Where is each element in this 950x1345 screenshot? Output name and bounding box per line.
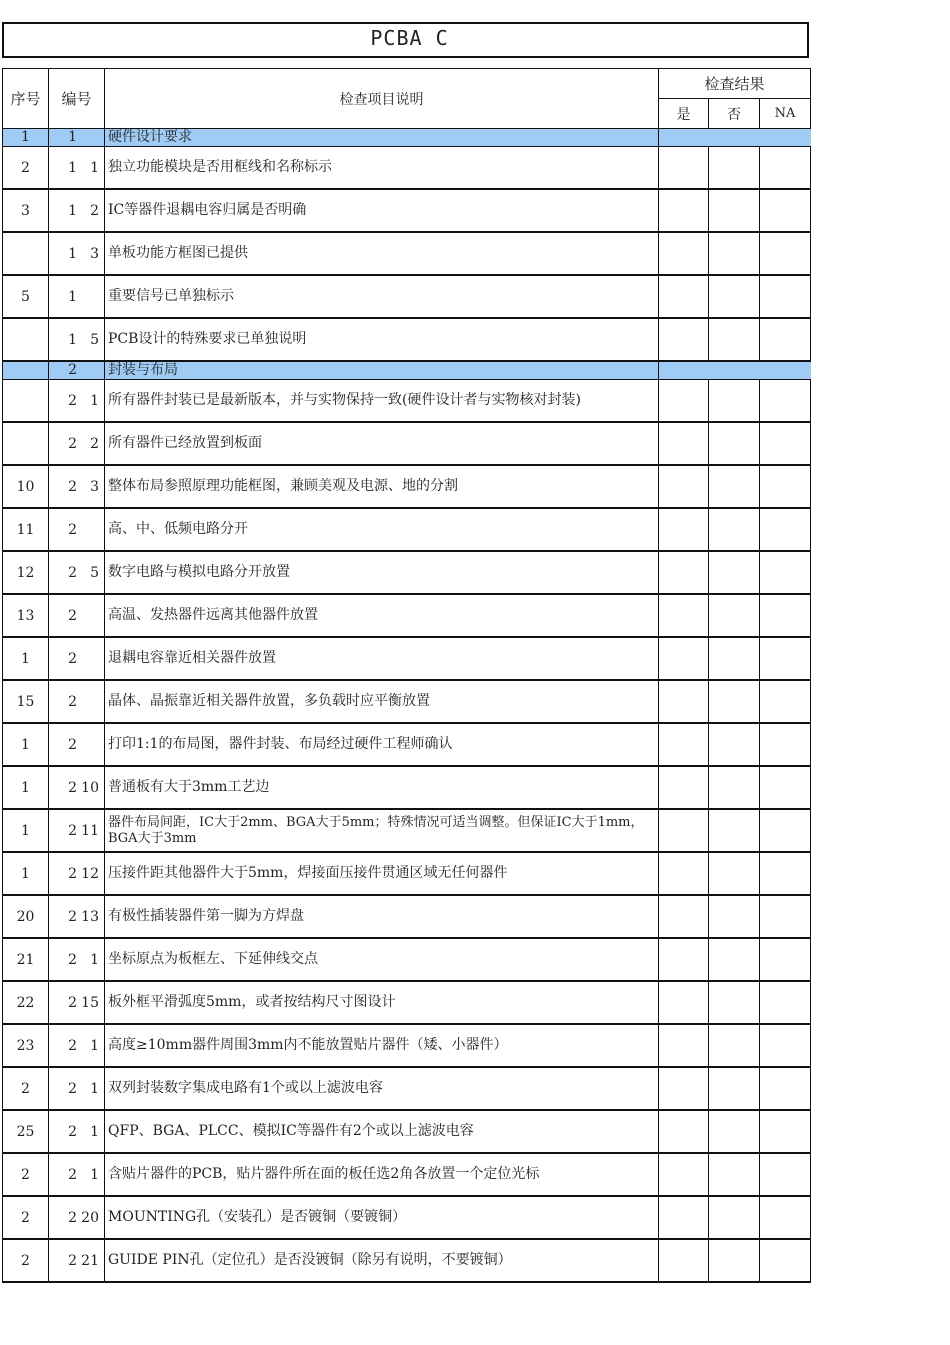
row-seq [3,318,49,361]
row-code-minor: 11 [81,822,99,839]
row-seq: 2 [3,1196,49,1239]
row-description: QFP、BGA、PLCC、模拟IC等器件有2个或以上滤波电容 [105,1110,659,1153]
row-seq: 1 [3,129,49,147]
row-code [49,723,105,766]
table-row [3,551,811,594]
table-row [3,422,811,465]
check-cell-no [709,1239,760,1282]
row-code-minor: 12 [81,865,99,882]
check-cell-yes [659,938,709,981]
row-description: PCB设计的特殊要求已单独说明 [105,318,659,361]
check-cell-no [709,1067,760,1110]
row-seq: 2 [3,147,49,190]
row-code [49,1239,105,1282]
row-code [49,422,105,465]
check-cell-no [709,938,760,981]
check-cell-yes [659,723,709,766]
check-cell-na [760,594,811,637]
section-title: 封装与布局 [105,361,659,380]
row-description: 高度≥10mm器件周围3mm内不能放置贴片器件（矮、小器件） [105,1024,659,1067]
row-seq: 10 [3,465,49,508]
row-description: 双列封装数字集成电路有1个或以上滤波电容 [105,1067,659,1110]
table-row [3,465,811,508]
row-code-major: 2 [68,435,77,452]
check-cell-yes [659,766,709,809]
check-cell-na [760,895,811,938]
row-code [49,852,105,895]
check-cell-na [760,465,811,508]
check-cell-no [709,723,760,766]
check-cell-no [709,1110,760,1153]
document-title [2,22,809,58]
document-title-text: PCBA C [370,26,449,50]
table-row [3,318,811,361]
check-cell-no [709,766,760,809]
check-cell-yes [659,465,709,508]
check-cell-yes [659,852,709,895]
row-description: 含贴片器件的PCB，贴片器件所在面的板任选2角各放置一个定位光标 [105,1153,659,1196]
row-code [49,981,105,1024]
section-fill [659,129,811,147]
table-row [3,189,811,232]
row-code [49,318,105,361]
row-code [49,551,105,594]
table-row [3,938,811,981]
table-row [3,1110,811,1153]
table-row [3,380,811,423]
row-code-minor: 10 [81,779,99,796]
row-code-major: 1 [68,159,77,176]
checklist-body [3,129,811,1283]
check-cell-no [709,680,760,723]
check-cell-na [760,232,811,275]
row-description: 数字电路与模拟电路分开放置 [105,551,659,594]
row-seq [3,422,49,465]
row-code-minor: 1 [90,1037,99,1054]
table-row [3,637,811,680]
check-cell-yes [659,680,709,723]
check-cell-no [709,318,760,361]
row-description: 打印1:1的布局图，器件封装、布局经过硬件工程师确认 [105,723,659,766]
row-code [49,594,105,637]
row-seq: 2 [3,1239,49,1282]
header-seq: 序号 [3,69,49,129]
check-cell-yes [659,1196,709,1239]
table-row [3,680,811,723]
row-description: MOUNTING孔（安装孔）是否镀铜（要镀铜） [105,1196,659,1239]
check-cell-no [709,232,760,275]
row-code [49,232,105,275]
table-row [3,1067,811,1110]
table-row [3,809,811,852]
row-seq [3,361,49,380]
check-cell-na [760,551,811,594]
check-cell-na [760,938,811,981]
row-code [49,1067,105,1110]
check-cell-no [709,1196,760,1239]
row-code-minor: 13 [81,908,99,925]
check-cell-yes [659,637,709,680]
check-cell-no [709,551,760,594]
row-description: 晶体、晶振靠近相关器件放置，多负载时应平衡放置 [105,680,659,723]
row-description: 独立功能模块是否用框线和名称标示 [105,147,659,190]
row-seq: 1 [3,766,49,809]
row-code [49,189,105,232]
row-code [49,1110,105,1153]
row-code-major: 2 [68,478,77,495]
table-row [3,1024,811,1067]
row-code-major: 2 [68,693,77,710]
check-cell-na [760,1153,811,1196]
check-cell-yes [659,275,709,318]
check-cell-yes [659,981,709,1024]
table-row [3,895,811,938]
row-code-minor: 1 [90,1166,99,1183]
row-code [49,809,105,852]
check-cell-na [760,318,811,361]
check-cell-na [760,1239,811,1282]
check-cell-na [760,147,811,190]
row-code-major: 2 [68,1123,77,1140]
check-cell-na [760,981,811,1024]
row-code-major: 1 [68,202,77,219]
check-cell-na [760,680,811,723]
row-code [49,1153,105,1196]
check-cell-yes [659,1110,709,1153]
check-cell-na [760,422,811,465]
row-seq: 13 [3,594,49,637]
table-row [3,852,811,895]
row-code [49,275,105,318]
header-code: 编号 [49,69,105,129]
header-no: 否 [709,99,760,129]
row-seq: 12 [3,551,49,594]
row-seq: 2 [3,1153,49,1196]
check-cell-na [760,508,811,551]
check-cell-no [709,189,760,232]
check-cell-yes [659,594,709,637]
check-cell-no [709,275,760,318]
check-cell-yes [659,809,709,852]
check-cell-na [760,275,811,318]
table-row [3,147,811,190]
row-seq: 2 [3,1067,49,1110]
check-cell-no [709,895,760,938]
check-cell-na [760,1196,811,1239]
row-seq: 11 [3,508,49,551]
check-cell-no [709,981,760,1024]
check-cell-yes [659,1239,709,1282]
row-code-minor: 20 [81,1209,99,1226]
row-code [49,637,105,680]
row-description: 退耦电容靠近相关器件放置 [105,637,659,680]
check-cell-no [709,1153,760,1196]
row-code-major: 2 [68,1209,77,1226]
row-seq [3,380,49,423]
row-code-major: 2 [68,951,77,968]
check-cell-na [760,723,811,766]
row-code [49,129,105,147]
row-code [49,147,105,190]
table-row [3,1196,811,1239]
row-description: 压接件距其他器件大于5mm，焊接面压接件贯通区域无任何器件 [105,852,659,895]
row-seq: 1 [3,852,49,895]
row-description: 板外框平滑弧度5mm，或者按结构尺寸图设计 [105,981,659,1024]
table-row [3,1153,811,1196]
row-code [49,895,105,938]
row-code-major: 2 [68,779,77,796]
row-code-major: 1 [68,288,77,305]
row-code-minor: 21 [81,1252,99,1269]
row-code-major: 2 [68,994,77,1011]
check-cell-no [709,147,760,190]
check-cell-na [760,852,811,895]
row-seq: 3 [3,189,49,232]
row-description: GUIDE PIN孔（定位孔）是否没镀铜（除另有说明，不要镀铜） [105,1239,659,1282]
check-cell-na [760,1067,811,1110]
check-cell-yes [659,232,709,275]
row-seq: 23 [3,1024,49,1067]
check-cell-yes [659,380,709,423]
check-cell-no [709,422,760,465]
row-code-major: 2 [68,564,77,581]
checklist-table [2,68,811,1283]
row-code-major: 2 [68,865,77,882]
header-yes: 是 [659,99,709,129]
row-code-major: 1 [68,129,77,145]
header-na: NA [760,99,811,129]
row-description: 所有器件封装已是最新版本，并与实物保持一致(硬件设计者与实物核对封装) [105,380,659,423]
row-code [49,508,105,551]
row-code-major: 1 [68,331,77,348]
table-row [3,275,811,318]
check-cell-yes [659,189,709,232]
row-code-major: 2 [68,392,77,409]
header-result: 检查结果 [659,69,811,99]
row-description: 高温、发热器件远离其他器件放置 [105,594,659,637]
row-description: 高、中、低频电路分开 [105,508,659,551]
row-code [49,1024,105,1067]
row-seq [3,232,49,275]
row-code [49,465,105,508]
row-seq: 22 [3,981,49,1024]
row-description: IC等器件退耦电容归属是否明确 [105,189,659,232]
row-code [49,1196,105,1239]
row-code-minor: 3 [90,245,99,262]
row-description: 整体布局参照原理功能框图，兼顾美观及电源、地的分割 [105,465,659,508]
check-cell-no [709,380,760,423]
row-seq: 5 [3,275,49,318]
table-row [3,232,811,275]
row-code-major: 2 [68,650,77,667]
row-code-minor: 1 [90,1123,99,1140]
row-code-minor: 1 [90,392,99,409]
row-code-minor: 2 [90,202,99,219]
section-row [3,129,811,147]
section-fill [659,361,811,380]
check-cell-na [760,380,811,423]
check-cell-yes [659,1153,709,1196]
section-title: 硬件设计要求 [105,129,659,147]
check-cell-na [760,189,811,232]
check-cell-na [760,1110,811,1153]
check-cell-no [709,594,760,637]
row-code-minor: 1 [90,951,99,968]
row-code-minor: 2 [90,435,99,452]
row-seq: 25 [3,1110,49,1153]
row-code-minor: 5 [90,331,99,348]
section-row [3,361,811,380]
row-seq: 21 [3,938,49,981]
row-code-major: 2 [68,1037,77,1054]
table-row [3,981,811,1024]
row-seq: 1 [3,809,49,852]
row-description: 普通板有大于3mm工艺边 [105,766,659,809]
row-description: 所有器件已经放置到板面 [105,422,659,465]
row-seq: 20 [3,895,49,938]
row-seq: 1 [3,637,49,680]
row-description: 重要信号已单独标示 [105,275,659,318]
check-cell-no [709,1024,760,1067]
table-row [3,723,811,766]
check-cell-na [760,637,811,680]
row-code-major: 2 [68,1252,77,1269]
check-cell-yes [659,895,709,938]
header-description: 检查项目说明 [105,69,659,129]
check-cell-yes [659,422,709,465]
row-code-major: 2 [68,521,77,538]
table-row [3,508,811,551]
check-cell-no [709,508,760,551]
row-code [49,361,105,380]
check-cell-na [760,809,811,852]
check-cell-yes [659,508,709,551]
check-cell-yes [659,1067,709,1110]
check-cell-yes [659,1024,709,1067]
check-cell-no [709,465,760,508]
row-description: 器件布局间距，IC大于2mm、BGA大于5mm；特殊情况可适当调整。但保证IC大于1mm，BGA大于3mm [105,809,659,852]
row-code [49,766,105,809]
check-cell-no [709,809,760,852]
row-code [49,380,105,423]
row-seq: 15 [3,680,49,723]
check-cell-na [760,766,811,809]
check-cell-no [709,637,760,680]
table-row [3,766,811,809]
row-code-major: 2 [68,736,77,753]
row-code-major: 2 [68,1166,77,1183]
row-code-major: 2 [68,908,77,925]
row-description: 坐标原点为板框左、下延伸线交点 [105,938,659,981]
row-description: 有极性插装器件第一脚为方焊盘 [105,895,659,938]
row-code-minor: 15 [81,994,99,1011]
check-cell-yes [659,318,709,361]
check-cell-yes [659,147,709,190]
check-cell-no [709,852,760,895]
row-code-minor: 1 [90,159,99,176]
row-code-major: 2 [68,822,77,839]
row-code-minor: 5 [90,564,99,581]
check-cell-na [760,1024,811,1067]
table-row [3,594,811,637]
row-code [49,938,105,981]
row-description: 单板功能方框图已提供 [105,232,659,275]
row-code-major: 2 [68,362,77,378]
row-code-minor: 3 [90,478,99,495]
row-code-minor: 1 [90,1080,99,1097]
table-row [3,1239,811,1282]
row-seq: 1 [3,723,49,766]
row-code-major: 1 [68,245,77,262]
check-cell-yes [659,551,709,594]
row-code-major: 2 [68,607,77,624]
row-code-major: 2 [68,1080,77,1097]
row-code [49,680,105,723]
